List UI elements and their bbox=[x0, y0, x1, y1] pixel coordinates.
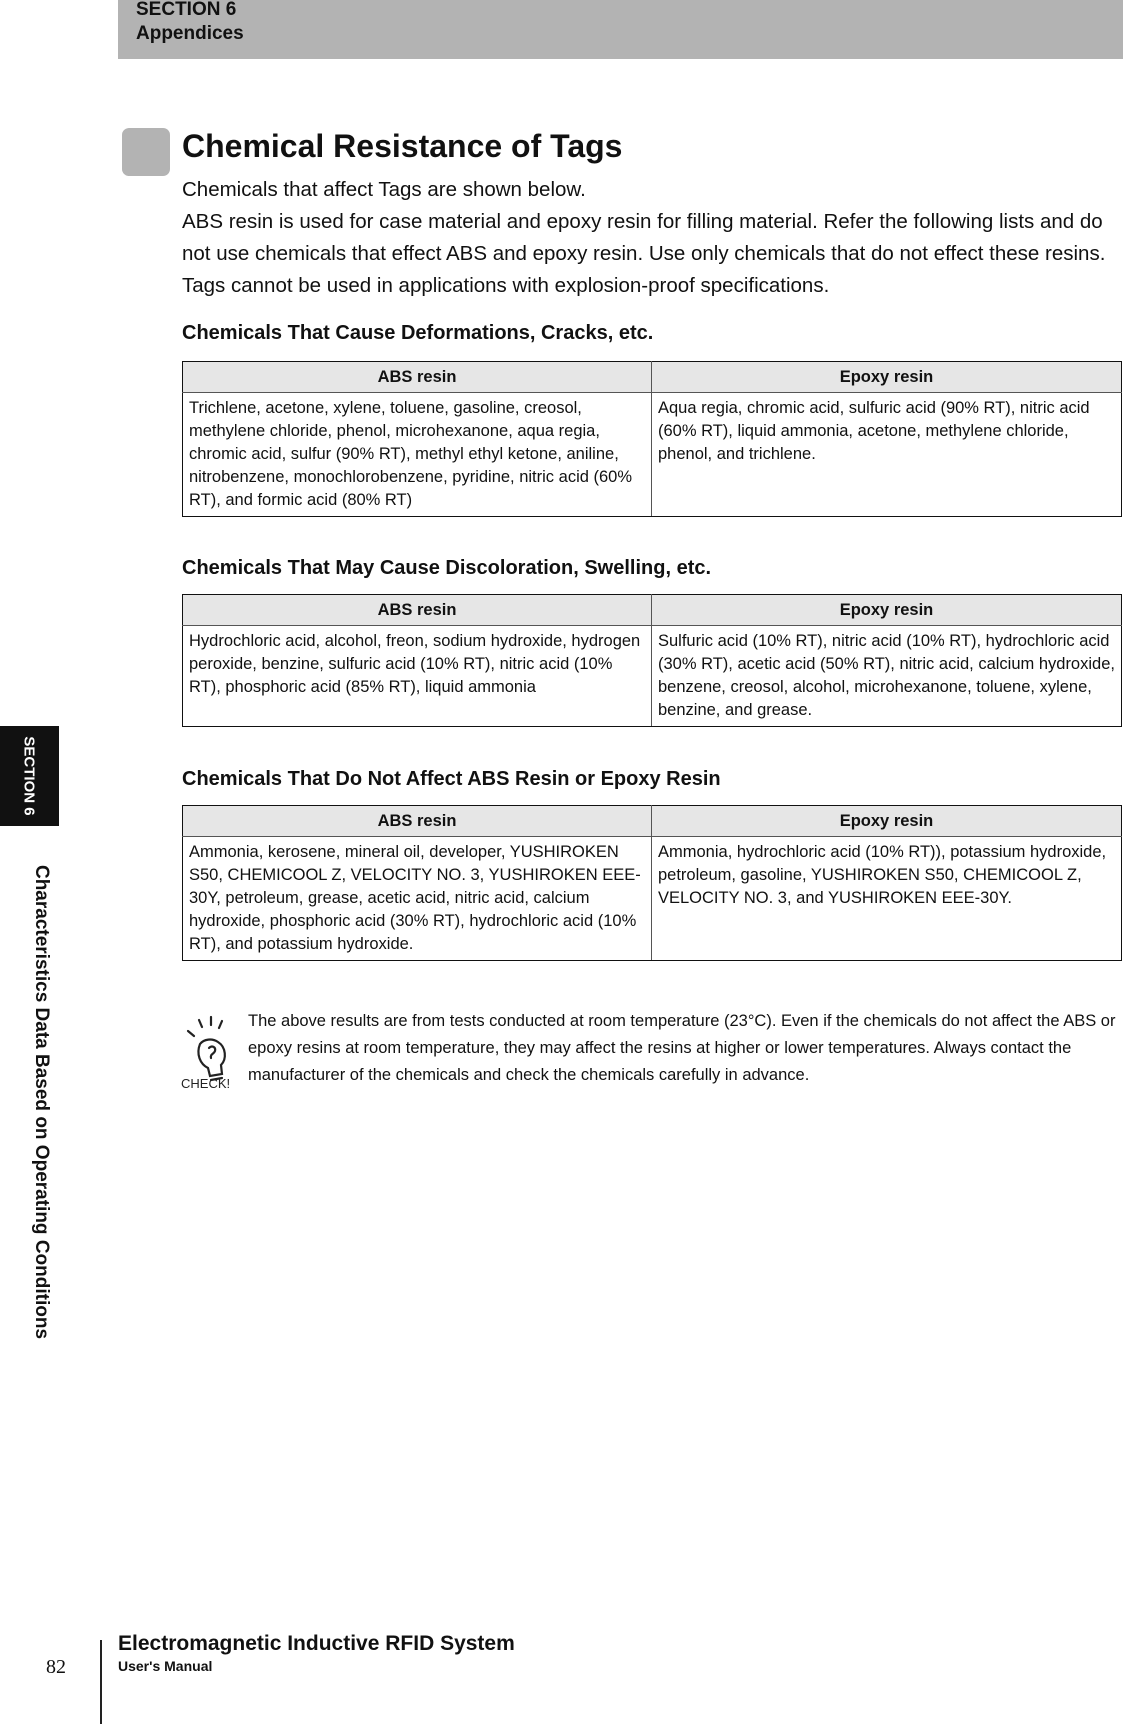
footer-manual-subtitle: User's Manual bbox=[118, 1658, 213, 1674]
table-header-row bbox=[183, 595, 1122, 626]
check-label: CHECK! bbox=[181, 1076, 231, 1091]
column-header-epoxy: Epoxy resin bbox=[652, 362, 1122, 393]
table-row bbox=[183, 837, 1122, 961]
side-tab-label: SECTION 6 bbox=[20, 736, 38, 816]
page-number: 82 bbox=[46, 1656, 66, 1678]
column-header-epoxy: Epoxy resin bbox=[652, 806, 1122, 837]
column-header-abs: ABS resin bbox=[183, 362, 652, 393]
intro-paragraph: Chemicals that affect Tags are shown below. bbox=[182, 178, 586, 201]
table-row bbox=[183, 393, 1122, 517]
column-header-abs: ABS resin bbox=[183, 806, 652, 837]
table-row bbox=[183, 626, 1122, 727]
side-section-tab bbox=[0, 726, 59, 826]
footer-divider bbox=[100, 1640, 102, 1724]
intro-text bbox=[182, 174, 1122, 302]
intro-paragraph: Tags cannot be used in applications with explosion-proof specifications. bbox=[182, 274, 830, 297]
table-heading-no-effect: Chemicals That Do Not Affect ABS Resin or Epoxy Resin bbox=[182, 768, 721, 790]
table-heading-deformation: Chemicals That Cause Deformations, Cracks, etc. bbox=[182, 322, 654, 344]
section-header-band bbox=[118, 0, 1123, 59]
table-cell-abs: Hydrochloric acid, alcohol, freon, sodium hydroxide, hydrogen peroxide, benzine, sulfuric acid (10% RT), nitric acid (10% RT), phosphoric acid (85% RT), liquid ammonia bbox=[183, 626, 652, 727]
deformation-table bbox=[182, 361, 1122, 517]
discoloration-table bbox=[182, 594, 1122, 727]
check-note-text: The above results are from tests conducted at room temperature (23°C). Even if the chemicals do not affect the ABS or epoxy resins at room temperature, they may affect the resins at higher or lower temperatures. Always contact the manufacturer of the chemicals and check the chemicals carefully in advance. bbox=[248, 1012, 1116, 1084]
table-cell-epoxy: Ammonia, hydrochloric acid (10% RT)), potassium hydroxide, petroleum, gasoline, YUSHIROKEN S50, CHEMICOOL Z, VELOCITY NO. 3, and YUSHIROKEN EEE-30Y. bbox=[652, 837, 1122, 961]
table-header-row bbox=[183, 806, 1122, 837]
table-cell-abs: Ammonia, kerosene, mineral oil, developer, YUSHIROKEN S50, CHEMICOOL Z, VELOCITY NO. 3, YUSHIROKEN EEE-30Y, petroleum, grease, acetic acid, nitric acid, calcium hydroxide, phosphoric acid (30% RT), hydrochloric acid (10% RT), and potassium hydroxide. bbox=[183, 837, 652, 961]
heading-marker bbox=[122, 128, 170, 176]
footer-manual-title: Electromagnetic Inductive RFID System bbox=[118, 1632, 515, 1655]
table-cell-abs: Trichlene, acetone, xylene, toluene, gasoline, creosol, methylene chloride, phenol, microhexanone, aqua regia, chromic acid, sulfur (90% RT), methyl ethyl ketone, aniline, nitrobenzene, monochlorobenzene, pyridine, nitric acid (60% RT), and formic acid (80% RT) bbox=[183, 393, 652, 517]
column-header-epoxy: Epoxy resin bbox=[652, 595, 1122, 626]
section-title: Appendices bbox=[136, 23, 244, 44]
section-label: SECTION 6 bbox=[136, 0, 237, 20]
table-cell-epoxy: Aqua regia, chromic acid, sulfuric acid (90% RT), nitric acid (60% RT), liquid ammonia, acetone, methylene chloride, phenol, and trichlene. bbox=[652, 393, 1122, 517]
column-header-abs: ABS resin bbox=[183, 595, 652, 626]
table-cell-epoxy: Sulfuric acid (10% RT), nitric acid (10% RT), hydrochloric acid (30% RT), acetic acid (50% RT), nitric acid, calcium hydroxide, benzene, creosol, alcohol, microhexanone, toluene, xylene, benzine, and grease. bbox=[652, 626, 1122, 727]
table-heading-discoloration: Chemicals That May Cause Discoloration, Swelling, etc. bbox=[182, 557, 712, 579]
intro-paragraph: ABS resin is used for case material and epoxy resin for filling material. Refer the following lists and do not use chemicals that effect ABS and epoxy resin. Use only chemicals that do not effect these resins. bbox=[182, 210, 1106, 265]
side-chapter-title: Characteristics Data Based on Operating Conditions bbox=[31, 864, 52, 1340]
no-effect-table bbox=[182, 805, 1122, 961]
table-header-row bbox=[183, 362, 1122, 393]
page-title: Chemical Resistance of Tags bbox=[182, 128, 623, 164]
